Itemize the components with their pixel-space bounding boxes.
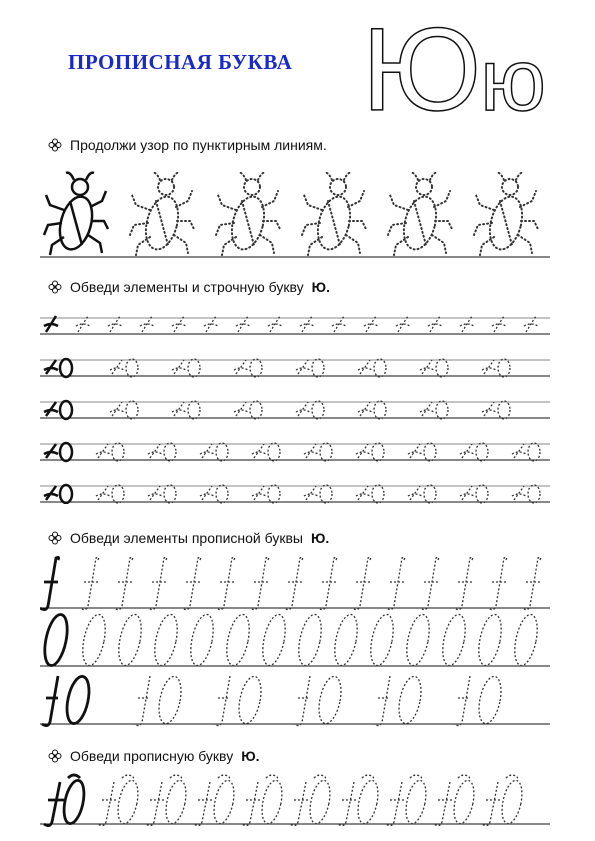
uppercase-elements-block: [40, 556, 550, 728]
big-outlined-letters: [362, 18, 572, 118]
lowercase-practice-block: [40, 304, 550, 504]
beetle-solid: [44, 173, 108, 255]
flower-icon: [48, 531, 62, 545]
instruction-text: Обведи элементы прописной буквы: [70, 530, 303, 546]
outlined-lower-letter: ю: [480, 30, 546, 118]
capital-letter-solid: [44, 775, 87, 826]
flower-icon: [48, 280, 62, 294]
beetle-pattern-row: [40, 165, 550, 260]
instruction-text: Продолжи узор по пунктирным линиям.: [70, 137, 327, 153]
instruction-text: Обведи элементы и строчную букву: [70, 279, 304, 295]
practice-row-2: [40, 359, 550, 377]
flower-icon: [48, 749, 62, 763]
instruction-letter: Ю.: [311, 279, 330, 295]
instruction-letter: Ю.: [310, 530, 330, 546]
practice-row-5: [40, 485, 550, 503]
upper-row-oval: [40, 612, 550, 667]
page-title: ПРОПИСНАЯ БУКВА: [68, 50, 293, 74]
instruction-2: [48, 279, 330, 295]
instruction-text: Обведи прописную букву: [70, 748, 234, 764]
capital-letter-row: [40, 772, 550, 832]
instruction-4: [48, 748, 260, 764]
practice-row-3: [40, 401, 550, 419]
instruction-letter: Ю.: [241, 748, 260, 764]
instruction-1: [48, 137, 327, 153]
upper-row-stem: [40, 557, 550, 609]
upper-row-stem-oval: [40, 674, 550, 725]
flower-icon: [48, 138, 62, 152]
practice-row-4: [40, 443, 550, 461]
outlined-upper-letter: Ю: [362, 18, 482, 118]
practice-row-1: [40, 316, 550, 334]
beetle-dotted: [130, 173, 538, 255]
instruction-3: [48, 530, 329, 546]
capital-letter-dotted: [98, 775, 525, 826]
